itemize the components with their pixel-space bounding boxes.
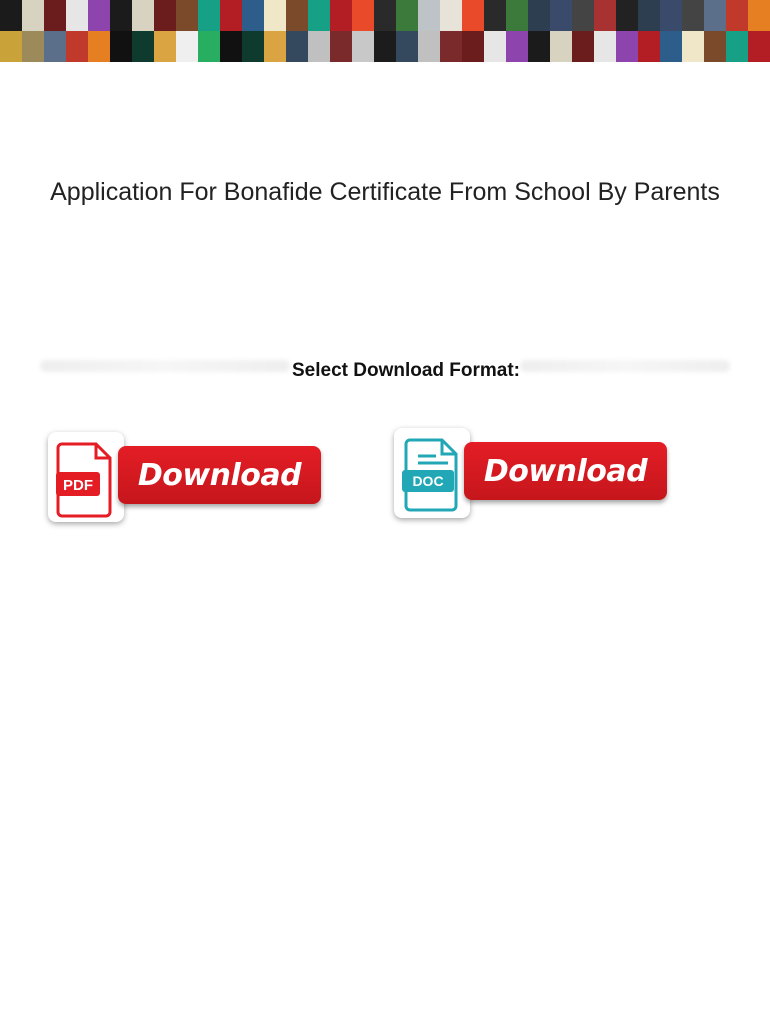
pdf-file-icon	[48, 432, 124, 522]
pdf-download-label[interactable]: Download	[118, 446, 321, 504]
banner-tile	[594, 0, 616, 31]
banner-tile	[132, 0, 154, 31]
banner-tile	[0, 31, 22, 62]
banner-tile	[176, 31, 198, 62]
header-banner	[0, 0, 770, 62]
banner-tile	[330, 0, 352, 31]
banner-tile	[286, 0, 308, 31]
banner-tile	[44, 31, 66, 62]
banner-tile	[374, 0, 396, 31]
banner-tile	[726, 31, 748, 62]
banner-tile	[506, 31, 528, 62]
banner-tile	[638, 0, 660, 31]
doc-download-button[interactable]	[394, 428, 674, 522]
banner-tile	[572, 31, 594, 62]
banner-tile	[594, 31, 616, 62]
pdf-file-label: PDF	[63, 477, 93, 494]
banner-tile	[550, 0, 572, 31]
doc-download-label[interactable]: Download	[464, 442, 667, 500]
pdf-download-button[interactable]	[48, 432, 328, 526]
banner-tile	[154, 31, 176, 62]
banner-tile	[374, 31, 396, 62]
banner-tile	[220, 31, 242, 62]
banner-tile	[660, 31, 682, 62]
banner-tile	[264, 31, 286, 62]
page-title: Application For Bonafide Certificate From School By Parents	[50, 178, 720, 206]
banner-tile	[330, 31, 352, 62]
banner-tile	[22, 31, 44, 62]
banner-tile	[726, 0, 748, 31]
banner-tile	[286, 31, 308, 62]
banner-tile	[616, 0, 638, 31]
banner-tile	[440, 0, 462, 31]
banner-tile	[682, 31, 704, 62]
banner-tile	[528, 0, 550, 31]
banner-tile	[638, 31, 660, 62]
doc-file-icon	[394, 428, 470, 518]
banner-tile	[88, 31, 110, 62]
banner-tile	[66, 31, 88, 62]
banner-tile	[132, 31, 154, 62]
banner-tile	[682, 0, 704, 31]
doc-file-label: DOC	[412, 473, 444, 489]
banner-tile	[704, 31, 726, 62]
banner-tile	[440, 31, 462, 62]
banner-tile	[528, 31, 550, 62]
banner-tile	[22, 0, 44, 31]
banner-tile	[506, 0, 528, 31]
banner-tile	[0, 0, 22, 31]
banner-tile	[66, 0, 88, 31]
banner-tile	[308, 31, 330, 62]
banner-tile	[220, 0, 242, 31]
banner-tile	[616, 31, 638, 62]
banner-tile	[264, 0, 286, 31]
banner-tile	[660, 0, 682, 31]
banner-tile	[396, 31, 418, 62]
banner-tile	[704, 0, 726, 31]
banner-tile	[154, 0, 176, 31]
banner-tile	[748, 0, 770, 31]
banner-tile	[242, 31, 264, 62]
banner-tile	[748, 31, 770, 62]
banner-tile	[198, 0, 220, 31]
banner-tile	[110, 31, 132, 62]
banner-tile	[462, 0, 484, 31]
banner-tile	[242, 0, 264, 31]
banner-tile	[462, 31, 484, 62]
banner-tile	[418, 0, 440, 31]
banner-tile	[396, 0, 418, 31]
banner-tile	[352, 0, 374, 31]
banner-tile	[572, 0, 594, 31]
banner-tile	[110, 0, 132, 31]
banner-tile	[418, 31, 440, 62]
format-label: Select Download Format:	[291, 360, 521, 381]
banner-tile	[550, 31, 572, 62]
banner-tile	[484, 0, 506, 31]
banner-tile	[88, 0, 110, 31]
banner-tile	[44, 0, 66, 31]
banner-tile	[198, 31, 220, 62]
banner-tile	[352, 31, 374, 62]
banner-tile	[484, 31, 506, 62]
banner-tile	[308, 0, 330, 31]
banner-tile	[176, 0, 198, 31]
